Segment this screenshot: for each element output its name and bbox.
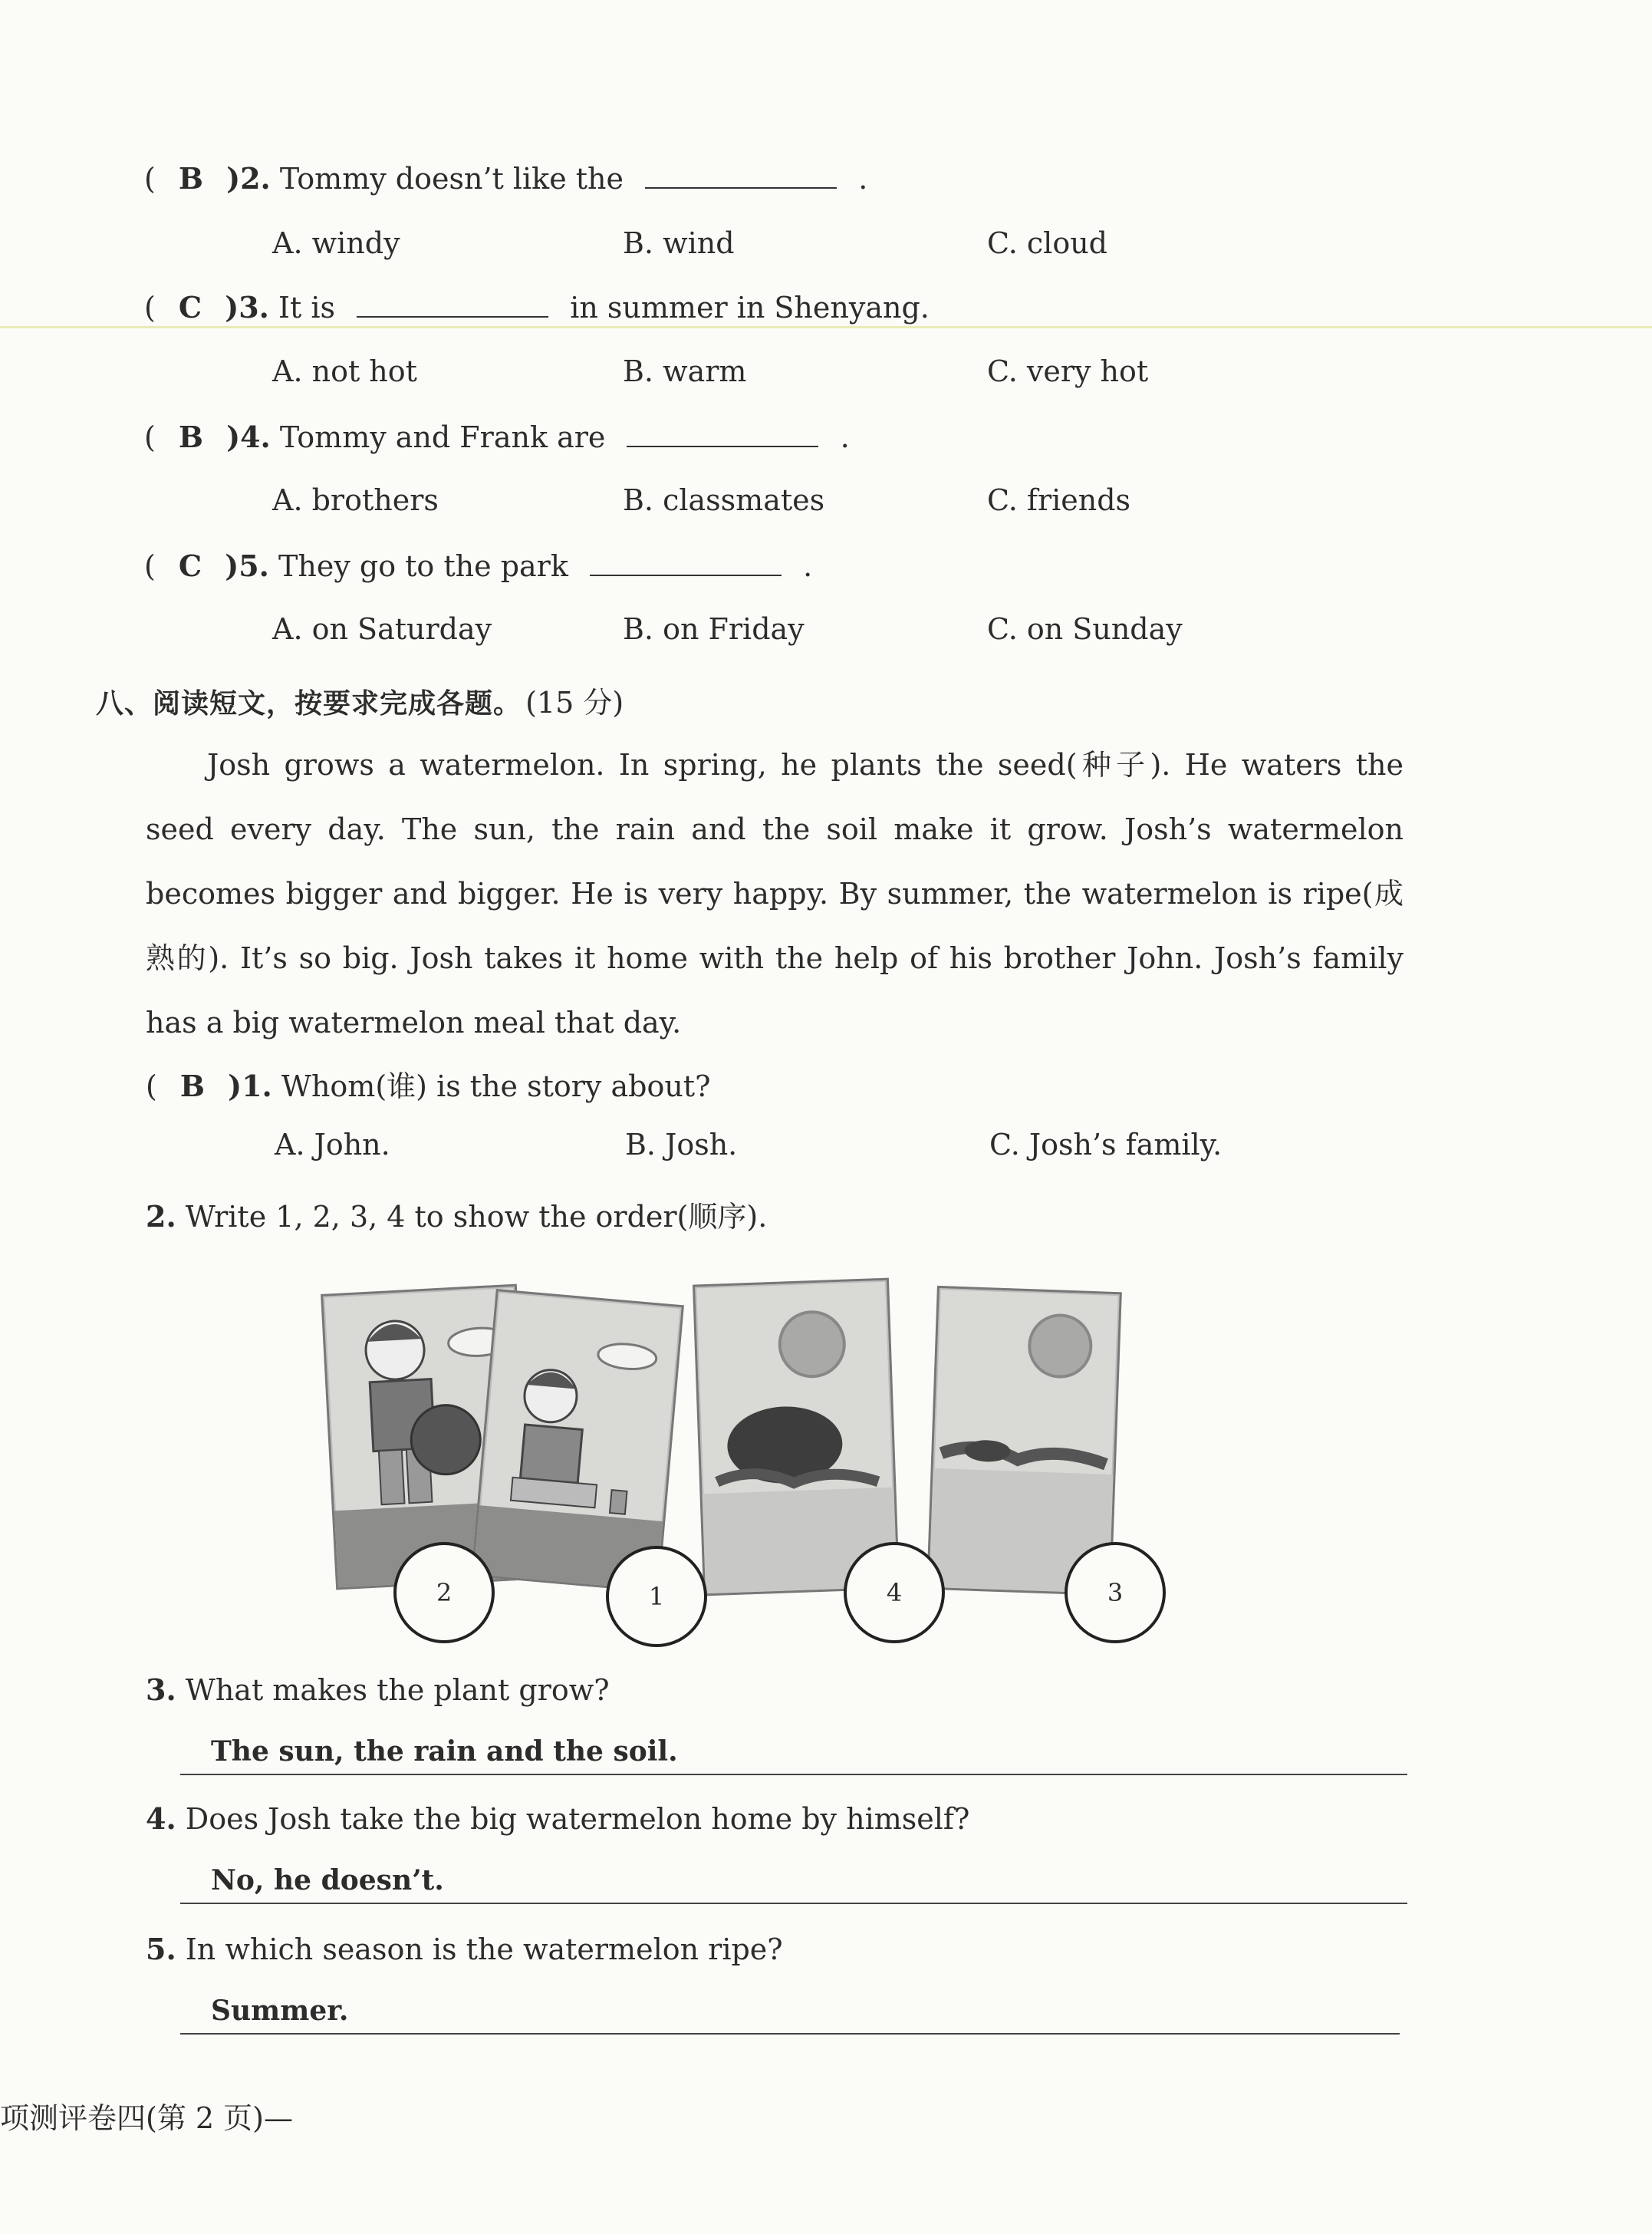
section-title: 八、阅读短文，按要求完成各题。 bbox=[96, 688, 522, 720]
order-circle-4[interactable]: 3 bbox=[1065, 1542, 1166, 1643]
answer-line bbox=[180, 1901, 1407, 1904]
large-watermelon-illustration bbox=[695, 1280, 897, 1593]
reading-passage bbox=[146, 733, 1404, 1055]
question-number: )1. bbox=[228, 1069, 272, 1103]
question-text: Tommy and Frank are bbox=[279, 420, 606, 454]
question-text: Tommy doesn’t like the bbox=[279, 162, 624, 196]
answer-letter: B bbox=[178, 161, 204, 196]
boy-planting-illustration bbox=[473, 1291, 681, 1590]
question-number: )2. bbox=[226, 161, 271, 196]
option-c[interactable]: C. on Sunday bbox=[987, 612, 1183, 646]
option-c[interactable]: C. very hot bbox=[987, 354, 1149, 388]
order-circle-2[interactable]: 1 bbox=[606, 1546, 707, 1647]
option-a[interactable]: A. brothers bbox=[272, 483, 439, 517]
answer-letter: C bbox=[178, 290, 202, 325]
answer-letter: C bbox=[178, 549, 202, 583]
option-a[interactable]: A. not hot bbox=[272, 354, 417, 388]
question-number: 5. bbox=[146, 1932, 176, 1966]
reading-question-2 bbox=[146, 1193, 767, 1235]
fill-blank[interactable] bbox=[357, 293, 548, 318]
order-circle-1[interactable]: 2 bbox=[393, 1542, 495, 1643]
fill-blank[interactable] bbox=[627, 423, 818, 447]
fill-blank[interactable] bbox=[590, 552, 782, 576]
answer-line bbox=[180, 2031, 1400, 2035]
option-a[interactable]: A. on Saturday bbox=[272, 612, 492, 646]
question-text: Write 1, 2, 3, 4 to show the order(顺序). bbox=[185, 1200, 768, 1234]
passage-text: Josh grows a watermelon. In spring, he plants the seed(种子). He waters the seed every day. The sun, the rain and the soil make it grow. Josh’s watermelon becomes bigger and bigger. He is very happy. By summer, the watermelon is ripe(成熟的). It’s so big. Josh takes it home with the help of his brother John. Josh’s family has a big watermelon meal that day. bbox=[146, 748, 1404, 1040]
option-b[interactable]: B. on Friday bbox=[623, 612, 805, 646]
picture-sequence bbox=[322, 1258, 1227, 1657]
question-number: 3. bbox=[146, 1672, 176, 1707]
option-c[interactable]: C. Josh’s family. bbox=[989, 1128, 1223, 1161]
option-a[interactable]: A. John. bbox=[275, 1128, 390, 1161]
reading-question-5 bbox=[146, 1932, 783, 1966]
question-number: 2. bbox=[146, 1199, 176, 1234]
question-text: They go to the park bbox=[278, 549, 568, 583]
section-heading bbox=[96, 679, 624, 721]
question-tail: . bbox=[858, 162, 868, 196]
page-footer: 项测评卷四(第 2 页)— bbox=[0, 2101, 293, 2135]
option-b[interactable]: B. classmates bbox=[623, 483, 825, 517]
answer-3[interactable]: The sun, the rain and the soil. bbox=[211, 1735, 678, 1768]
question-text: Does Josh take the big watermelon home by himself? bbox=[185, 1802, 970, 1836]
answer-letter: B bbox=[178, 420, 204, 454]
fill-blank[interactable] bbox=[645, 164, 837, 189]
option-a[interactable]: A. windy bbox=[272, 226, 400, 260]
question-tail: . bbox=[803, 549, 813, 583]
highlight-line bbox=[0, 326, 1652, 328]
question-number: )4. bbox=[226, 420, 271, 454]
question-text: Whom(谁) is the story about? bbox=[281, 1069, 711, 1103]
question-number: 4. bbox=[146, 1801, 176, 1836]
question-tail: in summer in Shenyang. bbox=[570, 291, 930, 325]
question-text: In which season is the watermelon ripe? bbox=[185, 1933, 783, 1966]
answer-line bbox=[180, 1772, 1407, 1775]
option-c[interactable]: C. cloud bbox=[987, 226, 1107, 260]
question-text: It is bbox=[278, 291, 336, 325]
option-b[interactable]: B. wind bbox=[623, 226, 735, 260]
option-c[interactable]: C. friends bbox=[987, 483, 1131, 517]
reading-question-3 bbox=[146, 1672, 610, 1707]
question-text: What makes the plant grow? bbox=[185, 1673, 610, 1707]
reading-question-4 bbox=[146, 1801, 969, 1836]
answer-4[interactable]: No, he doesn’t. bbox=[211, 1864, 444, 1896]
order-circle-3[interactable]: 4 bbox=[844, 1542, 945, 1643]
question-tail: . bbox=[840, 420, 850, 454]
answer-5[interactable]: Summer. bbox=[211, 1995, 349, 2027]
question-number: )3. bbox=[225, 290, 269, 325]
option-b[interactable]: B. Josh. bbox=[625, 1128, 738, 1161]
section-score: (15 分) bbox=[525, 686, 624, 720]
option-b[interactable]: B. warm bbox=[623, 354, 747, 388]
answer-letter: B bbox=[179, 1069, 206, 1103]
question-number: )5. bbox=[225, 549, 269, 583]
